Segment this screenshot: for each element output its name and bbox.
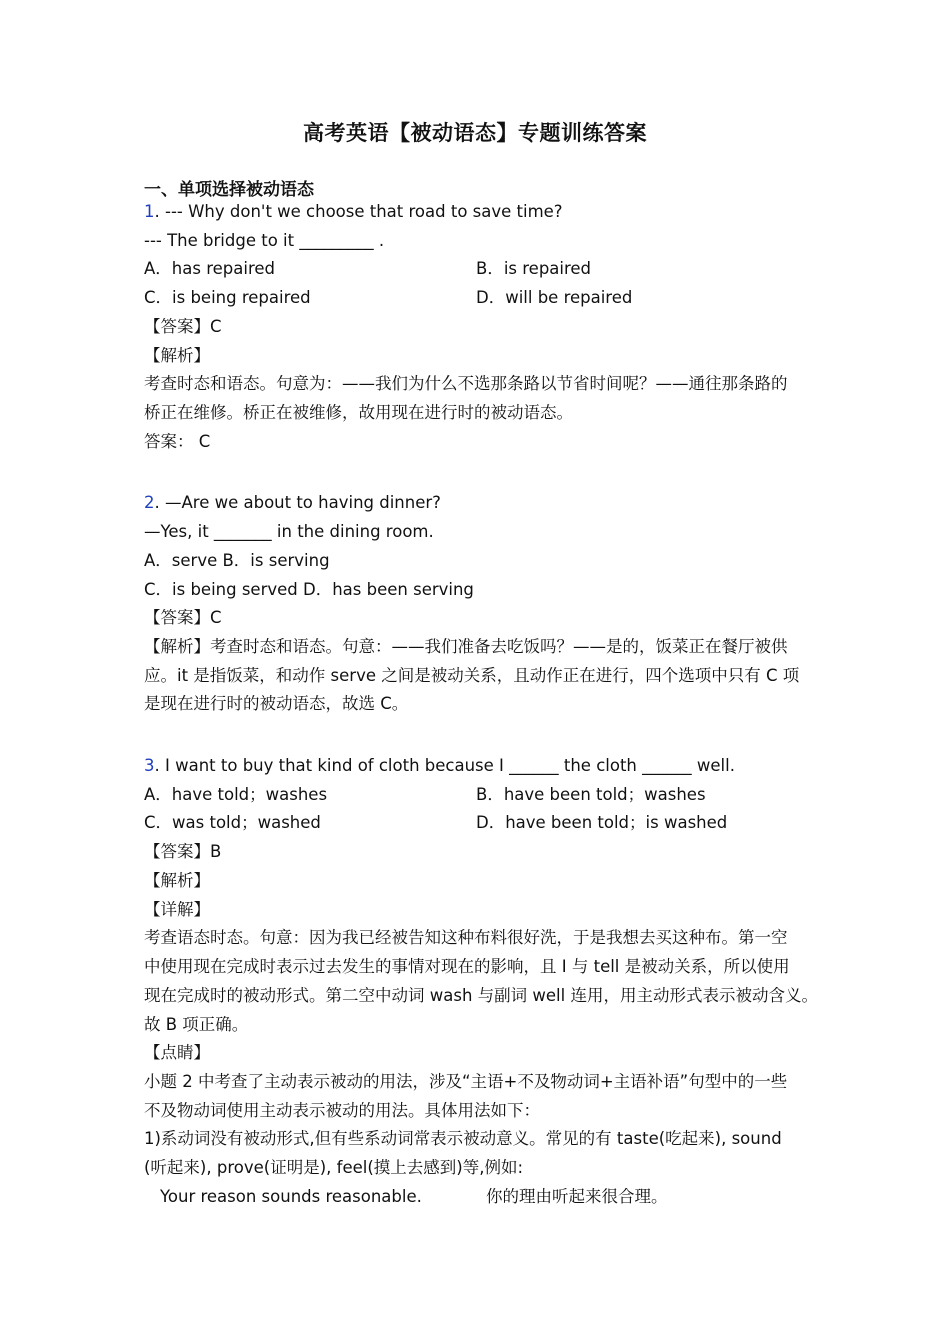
q1-prompt bbox=[144, 202, 563, 222]
q3-detail-line1: 考查语态时态。句意：因为我已经被告知这种布料很好洗，于是我想去买这种布。第一空 bbox=[144, 928, 788, 947]
q3-tip-line4: (听起来), prove(证明是), feel(摸上去感到)等,例如: bbox=[144, 1158, 524, 1177]
q1-option-d: D．will be repaired bbox=[476, 288, 633, 307]
q3-example-chinese: 你的理由听起来很合理。 bbox=[486, 1187, 668, 1206]
q3-detail-line2: 中使用现在完成时表示过去发生的事情对现在的影响，且 I 与 tell 是被动关系，所以使用 bbox=[144, 957, 790, 976]
q3-tip-line2: 不及物动词使用主动表示被动的用法。具体用法如下： bbox=[144, 1101, 540, 1120]
q3-detail-line4: 故 B 项正确。 bbox=[144, 1015, 249, 1034]
q1-option-c: C．is being repaired bbox=[144, 288, 311, 307]
q2-prompt bbox=[144, 493, 441, 513]
q1-option-b: B．is repaired bbox=[476, 259, 592, 278]
q1-option-a: A．has repaired bbox=[144, 259, 275, 278]
q3-tip-line3: 1)系动词没有被动形式,但有些系动词常表示被动意义。常见的有 taste(吃起来), sound bbox=[144, 1129, 782, 1148]
page-title: 高考英语【被动语态】专题训练答案 bbox=[303, 121, 647, 145]
q3-example-english: Your reason sounds reasonable. bbox=[160, 1187, 422, 1206]
q2-answer: 【答案】C bbox=[144, 608, 222, 627]
q2-analysis-line1: 【解析】考查时态和语态。句意：——我们准备去吃饭吗？——是的，饭菜正在餐厅被供 bbox=[144, 637, 788, 656]
q1-prompt-text: . --- Why don't we choose that road to save time? bbox=[154, 202, 563, 221]
q3-analysis-label: 【解析】 bbox=[144, 871, 210, 890]
q3-option-c: C．was told；washed bbox=[144, 813, 321, 832]
q1-line2: --- The bridge to it _________ . bbox=[144, 231, 385, 250]
q1-analysis-label: 【解析】 bbox=[144, 346, 210, 365]
q3-number: 3 bbox=[144, 756, 155, 775]
q2-line2: —Yes, it _______ in the dining room. bbox=[144, 522, 434, 541]
q1-analysis-line1: 考查时态和语态。句意为：——我们为什么不选那条路以节省时间呢？——通往那条路的 bbox=[144, 374, 788, 393]
q3-tip-line1: 小题 2 中考查了主动表示被动的用法，涉及“主语+不及物动词+主语补语”句型中的一些 bbox=[144, 1072, 788, 1091]
q3-option-b: B．have been told；washes bbox=[476, 785, 706, 804]
q2-prompt-text: . —Are we about to having dinner? bbox=[154, 493, 441, 512]
q2-analysis-line2: 应。it 是指饭菜，和动作 serve 之间是被动关系，且动作正在进行，四个选项中只有 C 项 bbox=[144, 666, 800, 685]
q1-final-answer: 答案： C bbox=[144, 432, 211, 451]
section-heading: 一、单项选择被动语态 bbox=[144, 180, 314, 200]
q3-answer: 【答案】B bbox=[144, 842, 222, 861]
q1-number: 1 bbox=[144, 202, 155, 221]
q3-detail-line3: 现在完成时的被动形式。第二空中动词 wash 与副词 well 连用，用主动形式表示被动含义。 bbox=[144, 986, 818, 1005]
q3-prompt-text: . I want to buy that kind of cloth because I ______ the cloth ______ well. bbox=[154, 756, 735, 775]
q2-options-row2: C．is being served D．has been serving bbox=[144, 580, 474, 599]
q3-option-a: A．have told；washes bbox=[144, 785, 328, 804]
q1-analysis-line2: 桥正在维修。桥正在被维修，故用现在进行时的被动语态。 bbox=[144, 403, 573, 422]
q2-analysis-line3: 是现在进行时的被动语态，故选 C。 bbox=[144, 694, 409, 713]
q3-tip-label: 【点睛】 bbox=[144, 1043, 210, 1062]
q2-number: 2 bbox=[144, 493, 155, 512]
q2-options-row1: A．serve B．is serving bbox=[144, 551, 330, 570]
q3-prompt bbox=[144, 756, 735, 776]
q3-option-d: D．have been told；is washed bbox=[476, 813, 728, 832]
q1-answer: 【答案】C bbox=[144, 317, 222, 336]
q3-detail-label: 【详解】 bbox=[144, 900, 210, 919]
